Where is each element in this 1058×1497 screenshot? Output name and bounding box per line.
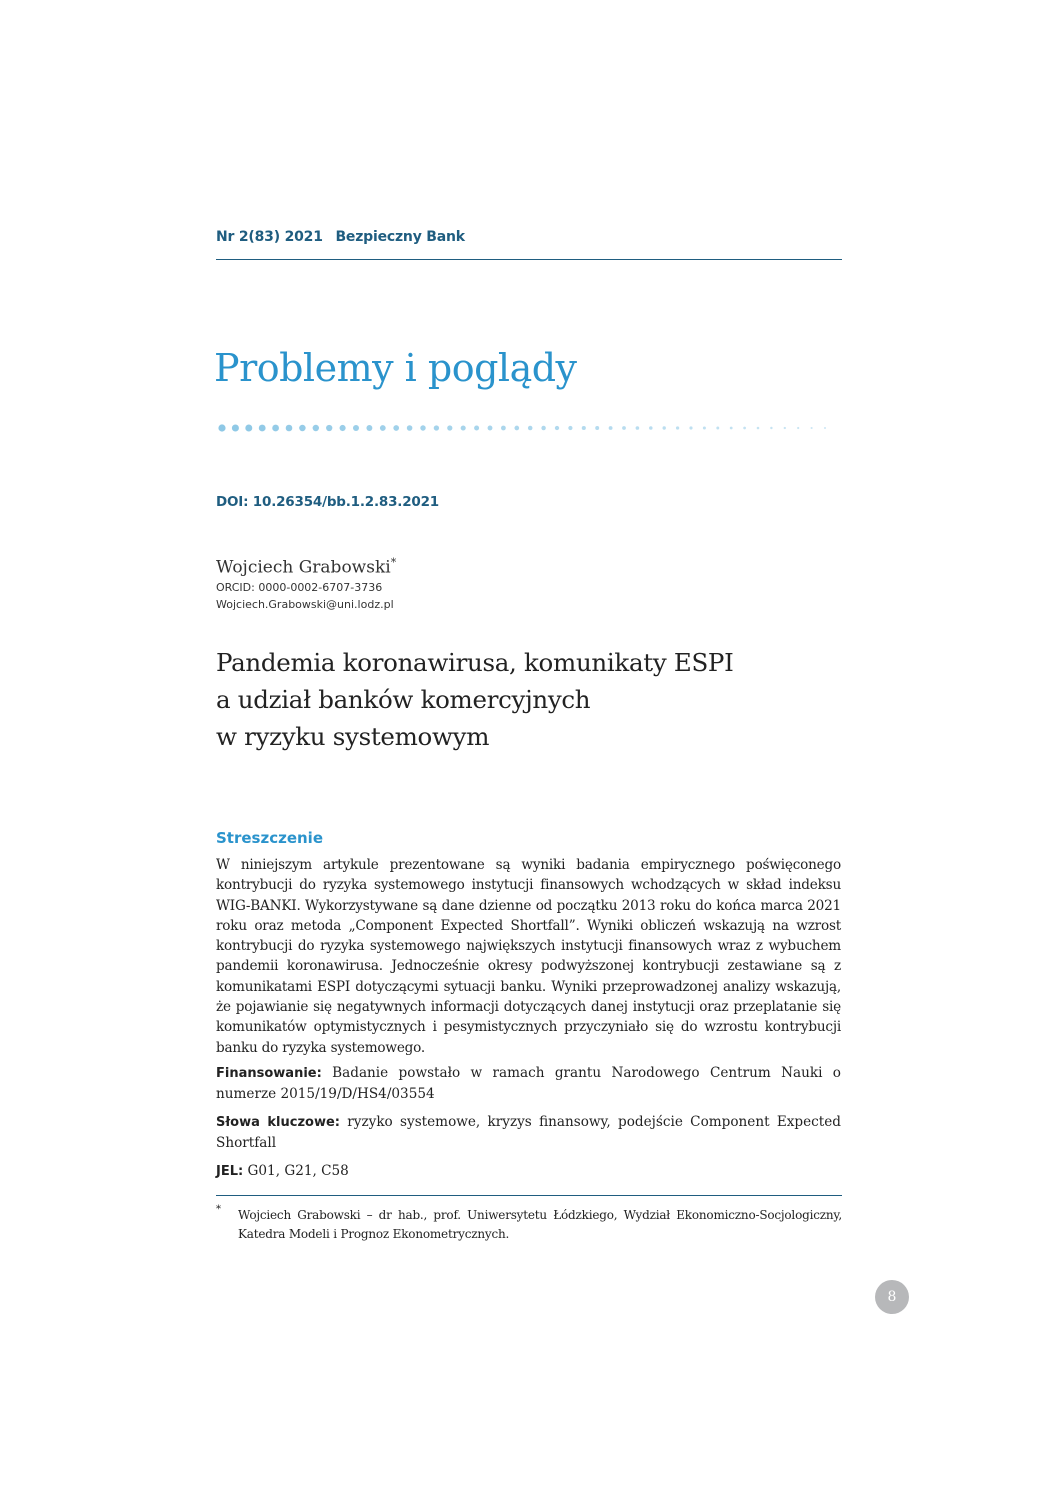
decorative-dot — [514, 426, 519, 431]
abstract-heading: Streszczenie — [216, 829, 323, 847]
decorative-dot — [622, 426, 626, 430]
decorative-dot — [340, 425, 346, 431]
decorative-dot — [743, 427, 746, 430]
decorative-dot — [461, 425, 466, 430]
author-name — [216, 556, 396, 578]
decorative-dot — [716, 427, 719, 430]
author-name-text: Wojciech Grabowski — [216, 557, 391, 578]
funding-label: Finansowanie: — [216, 1066, 322, 1081]
journal-name: Bezpieczny Bank — [335, 229, 465, 245]
section-title: Problemy i poglądy — [214, 346, 577, 390]
keywords-text: ryzyko systemowe, kryzys finansowy, podejście Component Expected Shortfall — [216, 1114, 841, 1152]
author-footnote-marker: * — [390, 556, 397, 569]
decorative-dot — [811, 427, 813, 429]
jel-text: G01, G21, C58 — [247, 1163, 349, 1179]
header-divider — [216, 259, 842, 260]
decorative-dot — [730, 427, 733, 430]
footnote-divider — [216, 1195, 842, 1196]
decorative-dot — [555, 426, 559, 430]
decorative-dot — [528, 426, 533, 431]
title-line: Pandemia koronawirusa, komunikaty ESPI — [216, 648, 734, 677]
author-orcid: ORCID: 0000-0002-6707-3736 — [216, 581, 383, 594]
decorative-dot — [770, 427, 772, 429]
decorative-dot — [501, 426, 506, 431]
title-line: w ryzyku systemowym — [216, 722, 490, 751]
decorative-dot — [488, 426, 493, 431]
title-line: a udział banków komercyjnych — [216, 685, 591, 714]
doi: DOI: 10.26354/bb.1.2.83.2021 — [216, 494, 440, 510]
decorative-dot — [353, 425, 359, 431]
abstract-text: W niniejszym artykule prezentowane są wyniki badania empirycznego poświęconego kontrybucji do ryzyka systemowego instytucji finansowych wchodzących w skład indeksu WIG-BANKI. Wykorzystywane są dane dzienne od początku 2013 roku do końca marca 2021 roku oraz metoda „Component Expected Shortfall”. Wyniki obliczeń wskazują na wzrost kontrybucji do ryzyka systemowego największych instytucji finansowych wraz z wybuchem pandemii koronawirusa. Jednocześnie okresy podwyższonej kontrybucji zestawiane są z komunikatami ESPI dotyczącymi sytuacji banku. Wyniki przeprowadzonej analizy wskazują, że pojawianie się negatywnych informacji dotyczących danej instytucji oraz przeplatanie się komunikatów optymistycznych i pesymistycznych przyczyniało się do wzrostu kontrybucji banku do ryzyka systemowego. — [216, 857, 841, 1056]
decorative-dot — [218, 424, 225, 431]
funding-statement — [216, 1063, 841, 1105]
decorative-dot — [595, 426, 599, 430]
decorative-dot — [797, 427, 799, 429]
decorative-dot — [676, 426, 679, 429]
decorative-dot-row — [218, 421, 838, 435]
decorative-dot — [649, 426, 653, 430]
decorative-dot — [541, 426, 545, 430]
decorative-dot — [582, 426, 586, 430]
footnote-text: Wojciech Grabowski – dr hab., prof. Uniwersytetu Łódzkiego, Wydział Ekonomiczno-Socjologiczny, Katedra Modeli i Prognoz Ekonometrycznych. — [238, 1208, 842, 1241]
decorative-dot — [326, 425, 332, 431]
decorative-dot — [366, 425, 372, 431]
keywords-label: Słowa kluczowe: — [216, 1115, 340, 1130]
author-email: Wojciech.Grabowski@uni.lodz.pl — [216, 598, 394, 611]
decorative-dot — [689, 426, 692, 429]
decorative-dot — [232, 424, 239, 431]
decorative-dot — [663, 426, 666, 429]
decorative-dot — [447, 425, 452, 430]
funding-text: Badanie powstało w ramach grantu Narodowego Centrum Nauki o numerze 2015/19/D/HS4/03554 — [216, 1065, 841, 1103]
page-number-badge: 8 — [875, 1280, 909, 1314]
decorative-dot — [299, 425, 306, 432]
decorative-dot — [784, 427, 786, 429]
decorative-dot — [407, 425, 413, 431]
jel-codes — [216, 1161, 841, 1182]
decorative-dot — [313, 425, 319, 431]
decorative-dot — [703, 426, 706, 429]
footnote-marker: * — [216, 1204, 221, 1215]
issue-number: Nr 2(83) 2021 — [216, 229, 323, 245]
decorative-dot — [393, 425, 399, 431]
decorative-dot — [757, 427, 760, 430]
decorative-dot — [434, 425, 439, 430]
decorative-dot — [824, 427, 826, 429]
decorative-dot — [286, 425, 293, 432]
article-title — [216, 644, 836, 755]
decorative-dot — [568, 426, 572, 430]
decorative-dot — [420, 425, 425, 430]
decorative-dot — [245, 425, 252, 432]
decorative-dot — [636, 426, 640, 430]
running-header — [216, 229, 465, 245]
decorative-dot — [272, 425, 279, 432]
decorative-dot — [474, 426, 479, 431]
keywords — [216, 1112, 841, 1154]
decorative-dot — [609, 426, 613, 430]
decorative-dot — [380, 425, 386, 431]
decorative-dot — [259, 425, 266, 432]
jel-label: JEL: — [216, 1164, 244, 1179]
